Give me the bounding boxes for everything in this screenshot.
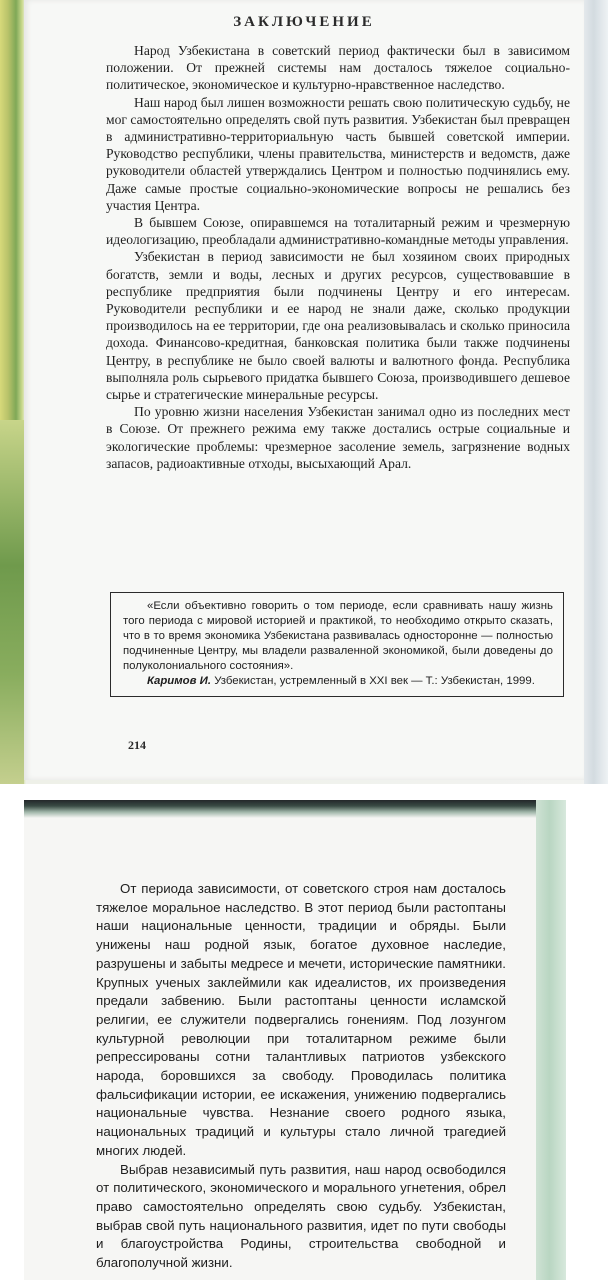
page1-paragraph-2: Наш народ был лишен возможности решать свою политическую судьбу, не мог самостоятельно определять свой путь развития. Узбекистан был превращен в административно-территориальную часть бывшей советской империи. Руководство республики, члены правительства, министерств и ведомств, даже руководители областей утверждались Центром и полностью подчинялись ему. Даже самые простые социально-экономические вопросы не решались без участия Центра. [106,94,570,213]
page2-paragraph-1: От периода зависимости, от советского строя нам досталось тяжелое моральное наследство. В этот период были растоптаны наши национальные ценности, традиции и обряды. Были унижены наш родной язык, богатое духовное наследие, разрушены и забыты медресе и мечети, исторические памятники. Крупных ученых заклеймили как идеалистов, их произведения предали забвению. Были растоптаны ценности исламской религии, ее служители подвергались гонениям. Под лозунгом культурной революции при тоталитарном режиме были репрессированы сотни талантливых патриотов узбекского народа, боровшихся за свободу. Проводилась политика фальсификации истории, ее искажения, унижению подвергались национальные чувства. Незнание своего родного языка, национальных традиций и культуры стало личной трагедией многих людей. [96,881,506,1158]
book-page-next [24,800,536,1280]
book-page-214 [24,0,584,780]
quote-box [110,592,564,697]
background-foliage [0,420,24,784]
page-top-shadow [24,800,536,818]
page1-body [106,42,570,472]
page1-paragraph-5: По уровню жизни населения Узбекистан занимал одно из последних мест в Союзе. От прежнего режима ему также достались острые социальные и экологические проблемы: чрезмерное засоление земель, загрязнение водных запасов, радиоактивные отходы, высыхающий Арал. [106,404,570,471]
quote-citation [123,674,553,689]
quote-author: Каримов И. [147,674,212,687]
page1-paragraph-3: В бывшем Союзе, опиравшемся на тоталитарный режим и чрезмерную идеологизацию, преобладали административно-командные методы управления. [106,215,570,248]
page-number: 214 [128,738,146,752]
chapter-heading: ЗАКЛЮЧЕНИЕ [233,14,375,30]
quote-source: Узбекистан, устремленный в XXI век — Т.: Узбекистан, 1999. [211,674,535,687]
page1-paragraph-1: Народ Узбекистана в советский период фактически был в зависимом положении. От прежней системы нам досталось тяжелое социально-политическое, экономическое и культурно-нравственное наследство. [106,43,570,93]
photo-separator [0,784,608,796]
page2-body [96,880,506,1273]
book-cover-edge [536,800,566,1280]
page2-paragraph-2: Выбрав независимый путь развития, наш народ освободился от политического, экономического и морального угнетения, обрел право самостоятельно определять свою судьбу. Узбекистан, выбрав свой путь национального развития, идет по пути свободы и благоустройства Родины, строительства свободной и благополучной жизни. [96,1161,506,1271]
quote-text: «Если объективно говорить о том периоде, если сравнивать нашу жизнь того периода с мировой историей и практикой, то необходимо открыто сказать, что в то время экономика Узбекистана развивалась односторонне — полностью подчиненные Центру, мы владели развaленной экономикой, были доведены до полуколониального состояния». [123,600,553,672]
page-edge-right [584,0,608,784]
page-photo-next [0,796,608,1280]
page1-paragraph-4: Узбекистан в период зависимости не был хозяином своих природных богатств, земли и воды, лесных и других ресурсов, существовавшие в республике предприятия были подчинены Центру и его интересам. Руководители республики и ее народ не знали даже, сколько продукции производилось на ее территории, где она реализовывалась и сколько приносила дохода. Финансово-кредитная, банковская политика были также подчинены Центру, в республике не было своей валюты и валютного фонда. Республика выполняла роль сырьевого придатка бывшего Союза, производившего дешевое сырье и стратегические минеральные ресурсы. [106,249,570,403]
